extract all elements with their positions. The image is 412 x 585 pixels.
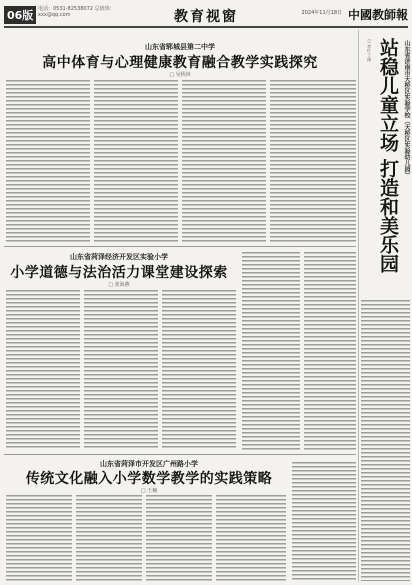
article-2-byline: □ 张海燕: [108, 282, 130, 288]
masthead: 中國教師報: [347, 8, 408, 22]
article-3-body-col-5: [292, 462, 356, 581]
divider: [4, 246, 356, 247]
article-1-body-col-1: [6, 80, 90, 242]
article-3-kicker: 山东省菏泽市开发区广州路小学: [100, 460, 198, 468]
article-2-title: 小学道德与法治活力课堂建设探索: [10, 265, 228, 281]
sidebar-title: 站稳儿童立场 打造和美乐园: [377, 38, 399, 273]
article-3-body-col-2: [76, 495, 142, 581]
article-2-body-col-3: [162, 290, 236, 450]
page-info: 电话：0531-82538072 总值班：xxx@qq.com: [38, 6, 115, 18]
article-2-kicker: 山东省菏泽经济开发区实验小学: [70, 253, 168, 261]
sidebar-kicker: 山东省济南市天桥区实验学校（天桥区实验幼儿园）: [403, 40, 410, 178]
sidebar-body-col-1: [361, 300, 410, 581]
article-2-body-col-2: [84, 290, 158, 450]
article-3-body-col-3: [146, 495, 212, 581]
article-1-body-col-2: [94, 80, 178, 242]
article-3-byline: □ 王楠: [140, 488, 158, 494]
article-3-body-col-4: [216, 495, 286, 581]
page-number: 06版: [4, 6, 36, 24]
article-1-byline: □ 吴秋林: [169, 72, 191, 78]
sidebar-rule: [358, 30, 359, 582]
page-header: [0, 0, 412, 30]
article-1-body-col-3: [182, 80, 266, 242]
divider: [4, 454, 356, 455]
article-3-body-col-1: [6, 495, 72, 581]
article-1-title: 高中体育与心理健康教育融合教学实践探究: [42, 55, 318, 71]
article-1-kicker: 山东省郓城县第二中学: [145, 43, 215, 51]
article-2-body-col-4: [242, 252, 300, 450]
section-title: 教育视窗: [174, 9, 238, 25]
article-3-title: 传统文化融入小学数学教学的实践策略: [25, 471, 273, 487]
article-1-body-col-4: [270, 80, 356, 242]
article-2-body-col-1: [6, 290, 80, 450]
header-rule: [4, 26, 408, 28]
article-2-body-col-5: [304, 252, 356, 450]
sidebar-byline: □ 李红 丁刚: [367, 38, 372, 62]
issue-date: 2024年11月18日: [301, 10, 342, 16]
